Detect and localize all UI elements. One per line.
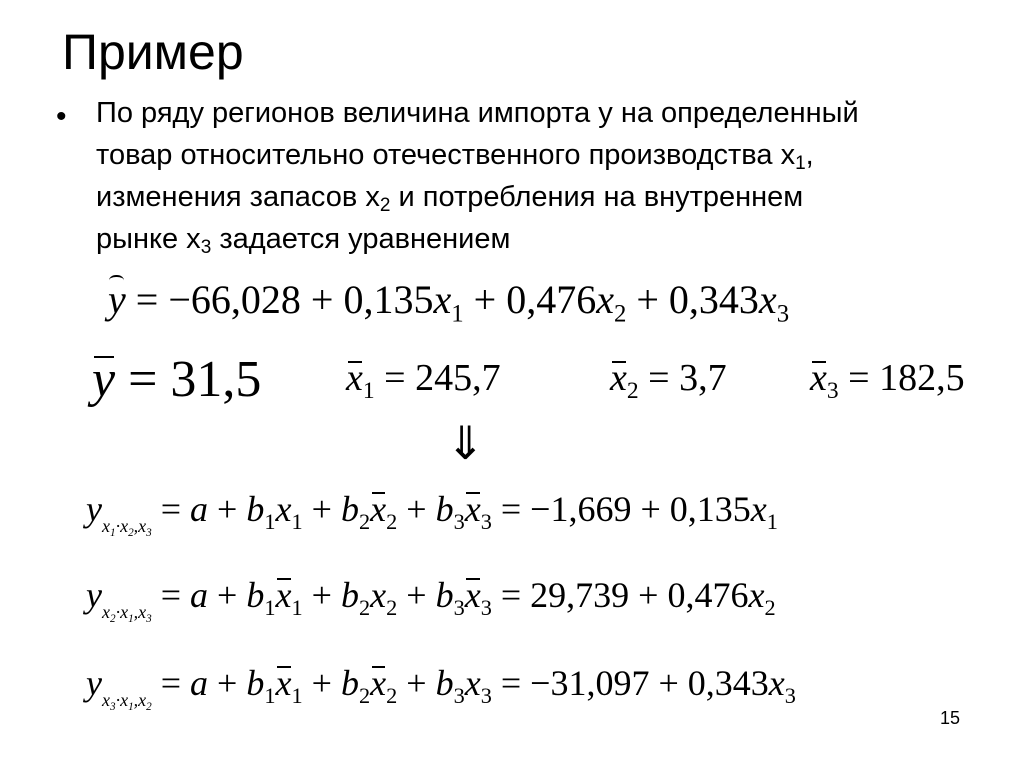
problem-statement xyxy=(96,92,996,260)
statement-line-3-end: и потребления на внутреннем xyxy=(390,181,804,213)
statement-line-2-end: , xyxy=(805,139,814,171)
subscript: 3 xyxy=(200,237,212,258)
partial-coef-1: 0,135 xyxy=(669,489,751,529)
statement-line-4-end: задается уравнением xyxy=(211,223,511,255)
mean-x3: $x_3 = 182,5$ xyxy=(810,357,965,405)
mean-y-value: 31,5 xyxy=(170,351,262,408)
bullet-marker: • xyxy=(56,100,67,133)
partial-equation-x3: $y_{x_3\cdot x_1,x_2} = a + b_1x_1 + b_2x_2 + b_3x_3 = -31,097 + 0,343x_3$ xyxy=(86,663,796,713)
coef-x3: 0,343 xyxy=(668,277,759,322)
statement-line-3: изменения запасов х xyxy=(96,181,380,213)
y-hat: y xyxy=(108,277,126,322)
statement-line-4: рынке х xyxy=(96,223,201,255)
coef-x2: 0,476 xyxy=(506,277,597,322)
partial-equation-x1: $y_{x_1\cdot x_2,x_3} = a + b_1x_1 + b_2x_2 + b_3x_3 = -1,669 + 0,135x_1$ xyxy=(86,489,778,539)
partial-coef-2: 0,476 xyxy=(667,575,749,615)
partial-const-2: 29,739 xyxy=(530,575,630,615)
mean-x2: $x_2 = 3,7$ xyxy=(610,357,727,405)
mean-x2-value: 3,7 xyxy=(679,357,727,399)
page-number: 15 xyxy=(940,708,961,728)
mean-x1: $x_1 = 245,7$ xyxy=(346,357,501,405)
subscript: 2 xyxy=(379,195,391,216)
statement-line-2: товар относительно отечественного производства х xyxy=(96,139,796,171)
intercept: 66,028 xyxy=(190,277,301,322)
partial-equation-x2: $y_{x_2\cdot x_1,x_3} = a + b_1x_1 + b_2x_2 + b_3x_3 = 29,739 + 0,476x_2$ xyxy=(86,575,776,625)
regression-equation: $y = -66,028 + 0,135x_1 + 0,476x_2 + 0,343x_3$ xyxy=(108,277,790,328)
subscript: 1 xyxy=(795,153,806,174)
partial-const-1: −1,669 xyxy=(530,489,632,529)
mean-x3-value: 182,5 xyxy=(879,357,965,399)
slide-title: Пример xyxy=(62,24,244,80)
mean-x1-value: 245,7 xyxy=(415,357,501,399)
implies-arrow: ⇓ xyxy=(446,416,485,470)
partial-const-3: −31,097 xyxy=(530,663,650,703)
partial-coef-3: 0,343 xyxy=(687,663,769,703)
coef-x1: 0,135 xyxy=(343,277,434,322)
mean-y: y = 31,5 xyxy=(92,351,262,408)
statement-line-1: По ряду регионов величина импорта у на определенный xyxy=(96,97,859,129)
